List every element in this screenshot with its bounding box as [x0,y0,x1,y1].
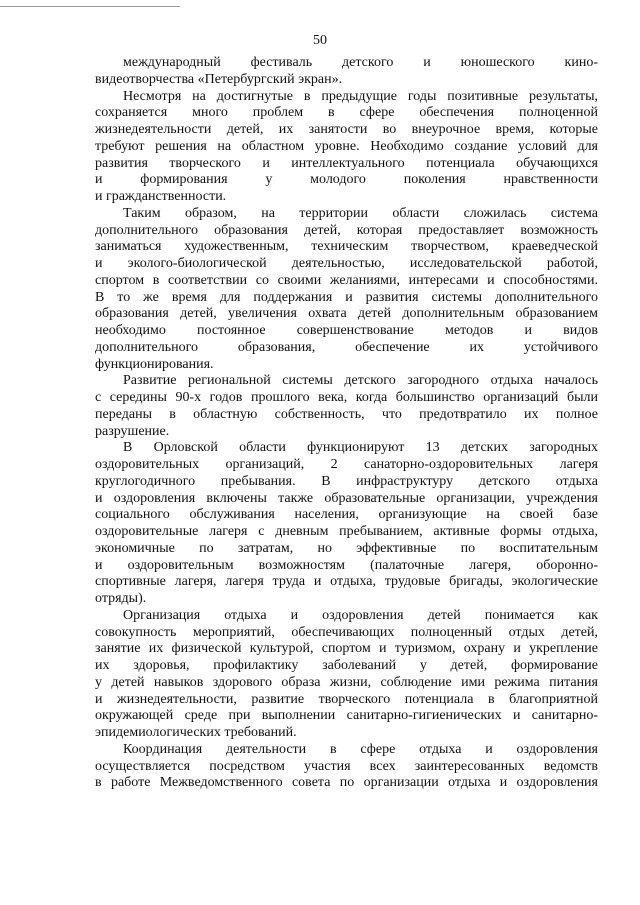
text-line: занятие их физической культурой, спортом и туризмом, охрану и укрепление [95,641,598,657]
text-line: В Орловской области функционируют 13 детских загородных [123,440,598,456]
text-line: спортом в соответствии со своими желаниями, интересами и способностями. [95,272,598,288]
paragraph [95,89,598,206]
text-line: требуют решения на областном уровне. Необходимо создание условий для [95,138,598,154]
text-line: круглогодичного пребывания. В инфраструктуру детского отдыха [95,473,598,489]
text-line: международный фестиваль детского и юношеского кино- [123,55,598,70]
text-line: с середины 90-х годов прошлого века, когда большинство организаций были [95,390,598,405]
text-line: жизнедеятельности детей, их занятости во внеурочное время, которые [95,122,598,137]
paragraph [95,608,598,742]
paragraph [95,55,598,89]
text-line: Развитие региональной системы детского загородного отдыха началось [123,373,598,389]
text-line: и оздоровительным возможностям (палаточные лагеря, оборонно- [95,557,598,573]
text-line: переданы в областную собственность, что предотвратило их полное [95,406,598,422]
text-line: заниматься художественным, техническим творчеством, краеведческой [95,239,598,255]
text-line: и оздоровления включены также образовательные организации, учреждения [95,490,598,506]
text-line: эпидемиологических требований. [95,725,297,740]
page-number: 50 [313,33,327,48]
text-line: и жизнедеятельности, развитие творческого потенциала в благоприятной [95,691,598,707]
text-line: социального обслуживания населения, организующие на своей базе [95,507,598,523]
text-line: разрушение. [95,423,170,439]
text-line: осуществляется посредством участия всех заинтересованных ведомств [95,758,598,774]
text-line: дополнительного образования, обеспечение их устойчивого [95,339,598,355]
text-line: и гражданственности. [95,189,227,204]
text-line: Организация отдыха и оздоровления детей понимается как [123,607,598,623]
paragraph [95,206,598,374]
text-line: развития творческого и интеллектуального потенциала обучающихся [95,155,598,171]
text-line: и эколого-биологической деятельностью, исследовательской работой, [95,256,598,271]
text-line: сохраняется много проблем в сфере обеспечения полноценной [95,105,598,121]
text-line: их здоровья, профилактику заболеваний у детей, формирование [95,658,598,673]
text-line: оздоровительных организаций, 2 санаторно-оздоровительных лагеря [95,457,598,472]
text-line: в работе Межведомственного совета по организации отдыха и оздоровления [95,775,598,791]
text-line: Координация деятельности в сфере отдыха и оздоровления [123,741,598,757]
text-line: В то же время для поддержания и развития системы дополнительного [95,289,598,305]
text-line: необходимо постоянное совершенствование методов и видов [95,323,598,338]
text-line: образования детей, увеличения охвата детей дополнительным образованием [95,306,598,322]
text-line: у детей навыков здорового образа жизни, соблюдение ими режима питания [95,674,598,690]
text-line: окружающей среде при выполнении санитарно-гигиенических и санитарно- [95,708,598,724]
text-line: совокупность мероприятий, обеспечивающих полноценный отдых детей, [95,624,598,640]
paragraph [95,742,598,792]
text-line: дополнительного образования детей, которая предоставляет возможность [95,222,598,238]
document-body [95,55,598,792]
text-line: видеотворчества «Петербургский экран». [95,71,343,87]
text-line: экономичные по затратам, но эффективные по воспитательным [95,540,598,556]
text-line: и формирования у молодого поколения нравственности [95,172,598,188]
text-line: отряды). [95,591,147,606]
text-line: Несмотря на достигнутые в предыдущие годы позитивные результаты, [123,88,598,104]
paragraph [95,440,598,608]
text-line: оздоровительные лагеря с дневным пребыванием, активные формы отдыха, [95,524,598,539]
text-line: Таким образом, на территории области сложилась система [123,205,598,221]
paragraph [95,373,598,440]
scan-edge-line [0,6,180,7]
text-line: функционирования. [95,356,214,372]
text-line: спортивные лагеря, лагеря труда и отдыха, трудовые бригады, экологические [95,574,598,590]
